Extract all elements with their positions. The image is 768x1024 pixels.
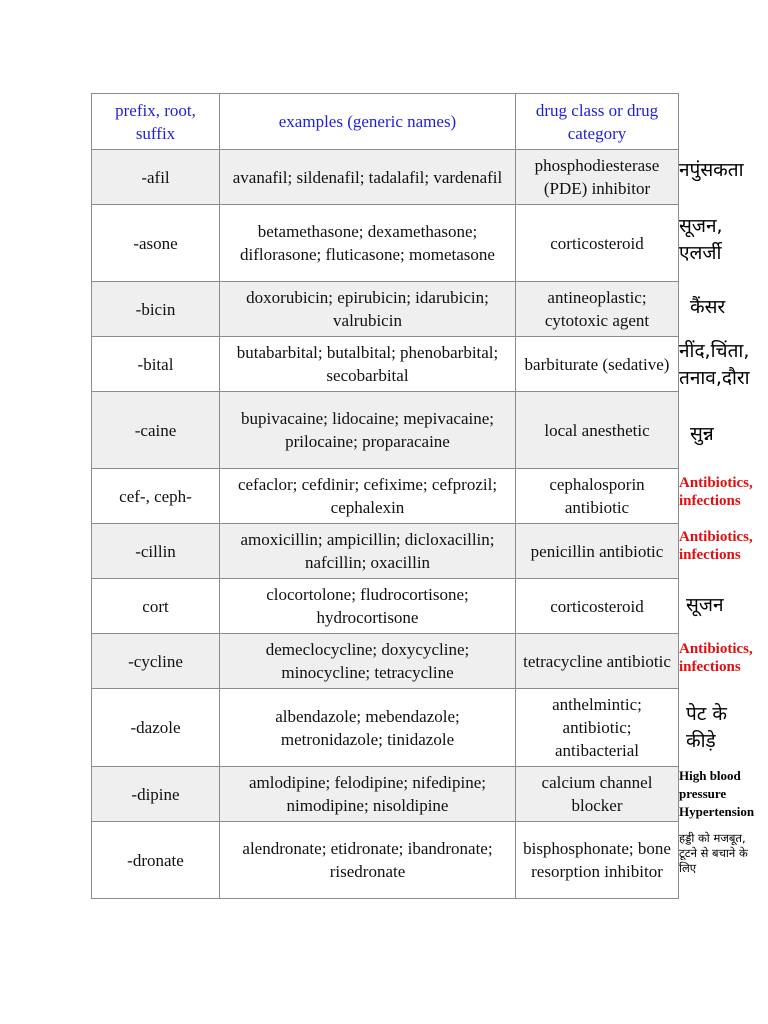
header-row: [92, 94, 679, 150]
table-row: [92, 524, 679, 579]
table-row: [92, 337, 679, 392]
examples-cell: clocortolone; fludrocortisone; hydrocortisone: [220, 579, 516, 634]
table-row: [92, 392, 679, 469]
header-prefix: prefix, root, suffix: [92, 94, 220, 150]
prefix-cell: -afil: [92, 150, 220, 205]
table-row: [92, 767, 679, 822]
examples-cell: avanafil; sildenafil; tadalafil; vardenafil: [220, 150, 516, 205]
examples-cell: alendronate; etidronate; ibandronate; risedronate: [220, 822, 516, 899]
table-row: [92, 205, 679, 282]
prefix-cell: -dipine: [92, 767, 220, 822]
prefix-cell: -asone: [92, 205, 220, 282]
examples-cell: demeclocycline; doxycycline; minocycline; tetracycline: [220, 634, 516, 689]
note-asone: सूजन, एलर्जी: [679, 215, 723, 264]
prefix-cell: cef-, ceph-: [92, 469, 220, 524]
prefix-cell: -caine: [92, 392, 220, 469]
note-dazole: पेट के कीड़े: [686, 703, 727, 752]
header-examples: examples (generic names): [220, 94, 516, 150]
class-cell: calcium channel blocker: [516, 767, 679, 822]
class-cell: tetracycline antibiotic: [516, 634, 679, 689]
header-class: drug class or drug category: [516, 94, 679, 150]
class-cell: penicillin antibiotic: [516, 524, 679, 579]
table-row: [92, 282, 679, 337]
class-cell: cephalosporin antibiotic: [516, 469, 679, 524]
class-cell: antineoplastic; cytotoxic agent: [516, 282, 679, 337]
prefix-cell: -dazole: [92, 689, 220, 767]
note-caine: सुन्न: [690, 423, 714, 445]
examples-cell: cefaclor; cefdinir; cefixime; cefprozil; cephalexin: [220, 469, 516, 524]
examples-cell: albendazole; mebendazole; metronidazole; tinidazole: [220, 689, 516, 767]
examples-cell: bupivacaine; lidocaine; mepivacaine; prilocaine; proparacaine: [220, 392, 516, 469]
class-cell: phosphodiesterase (PDE) inhibitor: [516, 150, 679, 205]
examples-cell: amoxicillin; ampicillin; dicloxacillin; nafcillin; oxacillin: [220, 524, 516, 579]
class-cell: corticosteroid: [516, 579, 679, 634]
prefix-cell: -bital: [92, 337, 220, 392]
note-cillin: Antibiotics, infections: [679, 529, 753, 563]
table-row: [92, 150, 679, 205]
examples-cell: betamethasone; dexamethasone; diflorasone; fluticasone; mometasone: [220, 205, 516, 282]
table-row: [92, 469, 679, 524]
note-afil: नपुंसकता: [679, 159, 744, 181]
class-cell: anthelmintic; antibiotic; antibacterial: [516, 689, 679, 767]
note-bicin: कैंसर: [690, 296, 726, 318]
prefix-cell: -bicin: [92, 282, 220, 337]
note-cycline: Antibiotics, infections: [679, 641, 753, 675]
prefix-cell: cort: [92, 579, 220, 634]
note-dipine: High blood pressure Hypertension: [679, 768, 755, 819]
prefix-cell: -cillin: [92, 524, 220, 579]
table-row: [92, 822, 679, 899]
examples-cell: doxorubicin; epirubicin; idarubicin; valrubicin: [220, 282, 516, 337]
prefix-cell: -cycline: [92, 634, 220, 689]
class-cell: barbiturate (sedative): [516, 337, 679, 392]
note-bital: नींद,चिंता, तनाव,दौरा: [679, 340, 750, 389]
class-cell: local anesthetic: [516, 392, 679, 469]
table-row: [92, 634, 679, 689]
examples-cell: amlodipine; felodipine; nifedipine; nimodipine; nisoldipine: [220, 767, 516, 822]
table-row: [92, 689, 679, 767]
examples-cell: butabarbital; butalbital; phenobarbital; secobarbital: [220, 337, 516, 392]
note-dronate: हड्डी को मजबूत, टूटने से बचाने के लिए: [679, 831, 748, 875]
note-cort: सूजन: [686, 594, 724, 616]
prefix-cell: -dronate: [92, 822, 220, 899]
table-row: [92, 579, 679, 634]
note-ceph: Antibiotics, infections: [679, 475, 753, 509]
class-cell: corticosteroid: [516, 205, 679, 282]
drug-stem-table: [91, 93, 679, 899]
class-cell: bisphosphonate; bone resorption inhibitor: [516, 822, 679, 899]
